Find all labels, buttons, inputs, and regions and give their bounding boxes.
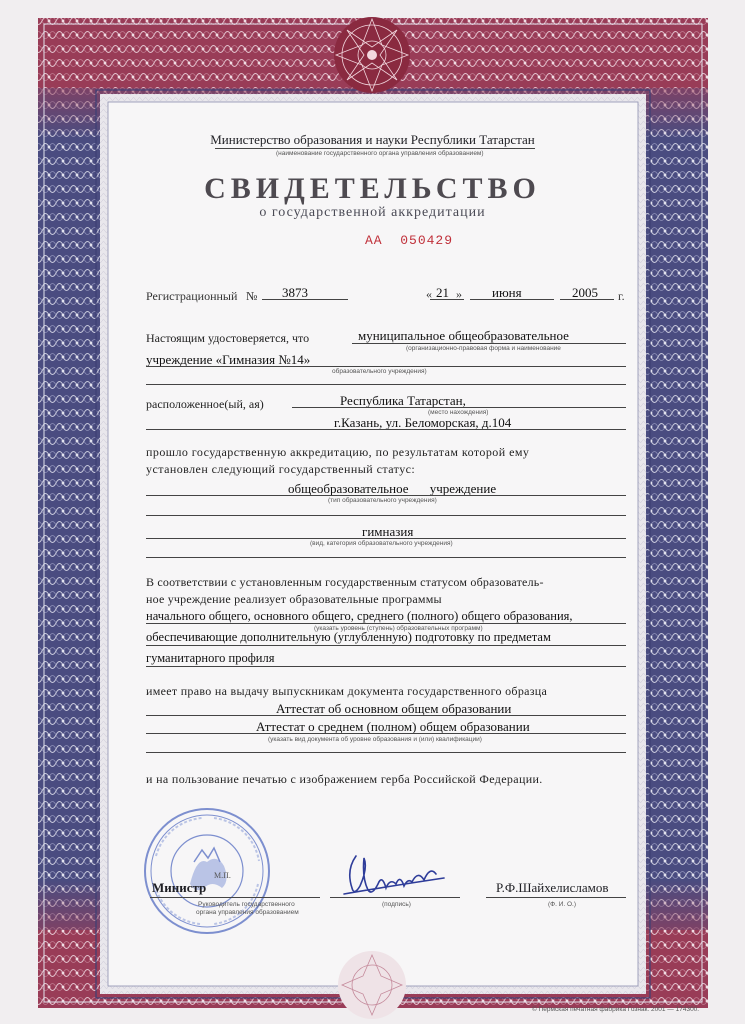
position-caption1: Руководитель государственного — [198, 901, 295, 908]
status-text1: прошло государственную аккредитацию, по результатам которой ему — [146, 445, 530, 459]
org-name-line2: учреждение «Гимназия №14» — [146, 352, 311, 367]
document-title: СВИДЕТЕЛЬСТВО — [204, 172, 541, 205]
registration-number-line — [262, 299, 348, 300]
name-caption: (Ф. И. О.) — [548, 901, 577, 908]
location-underline2 — [146, 429, 626, 430]
programs-underline1 — [146, 623, 626, 624]
location-caption: (место нахождения) — [428, 409, 489, 416]
quote-open: « — [426, 287, 432, 301]
documents-underline1 — [146, 715, 626, 716]
programs-line3: гуманитарного профиля — [146, 651, 275, 665]
documents-text: имеет право на выдачу выпускникам документа государственного образца — [146, 684, 548, 698]
signatory-position: Министр — [152, 880, 207, 895]
status-text2: установлен следующий государственный статус: — [146, 462, 416, 476]
ministry-caption: (наименование государственного органа управления образованием) — [276, 150, 484, 157]
month-line — [470, 299, 554, 300]
registration-number: 3873 — [282, 285, 308, 300]
day-line — [430, 299, 464, 300]
programs-line1: начального общего, основного общего, среднего (полного) общего образования, — [146, 609, 573, 623]
status-category-caption: (вид, категория образовательного учреждения) — [310, 540, 453, 547]
programs-line2: обеспечивающие дополнительную (углубленную) подготовку по предметам — [146, 630, 551, 644]
org-intro: Настоящим удостоверяется, что — [146, 331, 310, 345]
status-extra-line — [146, 515, 626, 516]
documents-underline3 — [146, 752, 626, 753]
org-line3 — [146, 384, 626, 385]
location-label: расположенное(ый, ая) — [146, 397, 264, 411]
status-type-value: общеобразовательное учреждение — [288, 481, 497, 496]
registration-label: Регистрационный — [146, 289, 238, 303]
status-category-line — [146, 538, 626, 539]
org-caption1: (организационно-правовая форма и наименование — [406, 345, 561, 352]
programs-underline3 — [146, 666, 626, 667]
status-blank-line — [146, 557, 626, 558]
seal-statement: и на пользование печатью с изображением герба Российской Федерации. — [146, 772, 543, 786]
document-subtitle: о государственной аккредитации — [259, 205, 486, 220]
printer-footer: © Пермская печатная фабрика Гознак. 2001 — 174300. — [532, 1006, 700, 1013]
handwritten-signature — [338, 848, 448, 903]
status-type-caption: (тип образовательного учреждения) — [328, 497, 437, 504]
mp-mark: М.П. — [214, 871, 231, 880]
signature-caption: (подпись) — [382, 901, 411, 908]
documents-underline2 — [146, 733, 626, 734]
registration-no-sign: № — [246, 289, 258, 303]
programs-text1: В соответствии с установленным государственным статусом образователь- — [146, 575, 544, 589]
org-line1 — [352, 343, 626, 344]
registration-year: 2005 — [572, 285, 598, 300]
programs-underline2 — [146, 645, 626, 646]
top-rosette — [334, 17, 410, 93]
documents-line1: Аттестат об основном общем образовании — [276, 701, 512, 716]
programs-caption: (указать уровень (ступень) образовательных программ) — [314, 625, 483, 632]
year-line — [560, 299, 614, 300]
documents-caption: (указать вид документа об уровне образования и (или) квалификации) — [268, 736, 482, 743]
serial-number — [365, 233, 453, 248]
registration-month: июня — [492, 285, 522, 300]
position-line — [150, 897, 320, 898]
serial-series: АА — [365, 233, 383, 248]
documents-line2: Аттестат о среднем (полном) общем образовании — [256, 719, 530, 734]
registration-day: 21 — [436, 285, 449, 300]
year-suffix: г. — [618, 289, 625, 303]
ministry-underline — [215, 148, 535, 149]
position-caption2: органа управления образованием — [196, 909, 299, 916]
org-line2 — [146, 366, 626, 367]
programs-text2: ное учреждение реализует образовательные программы — [146, 592, 442, 606]
status-category-value: гимназия — [362, 524, 414, 539]
org-name-line1: муниципальное общеобразовательное — [358, 328, 569, 343]
name-line — [486, 897, 626, 898]
official-stamp — [142, 806, 272, 936]
ministry-name: Министерство образования и науки Республики Татарстан — [210, 132, 535, 147]
location-underline1 — [292, 407, 626, 408]
quote-close: » — [456, 287, 462, 301]
signatory-name: Р.Ф.Шайхелисламов — [496, 880, 609, 895]
location-line1: Республика Татарстан, — [340, 393, 466, 408]
bottom-rosette — [338, 951, 406, 1019]
serial-digits: 050429 — [400, 233, 454, 248]
location-line2: г.Казань, ул. Беломорская, д.104 — [334, 415, 512, 430]
signature-line — [330, 897, 460, 898]
status-type-line — [146, 495, 626, 496]
org-caption2: образовательного учреждения) — [332, 368, 427, 375]
